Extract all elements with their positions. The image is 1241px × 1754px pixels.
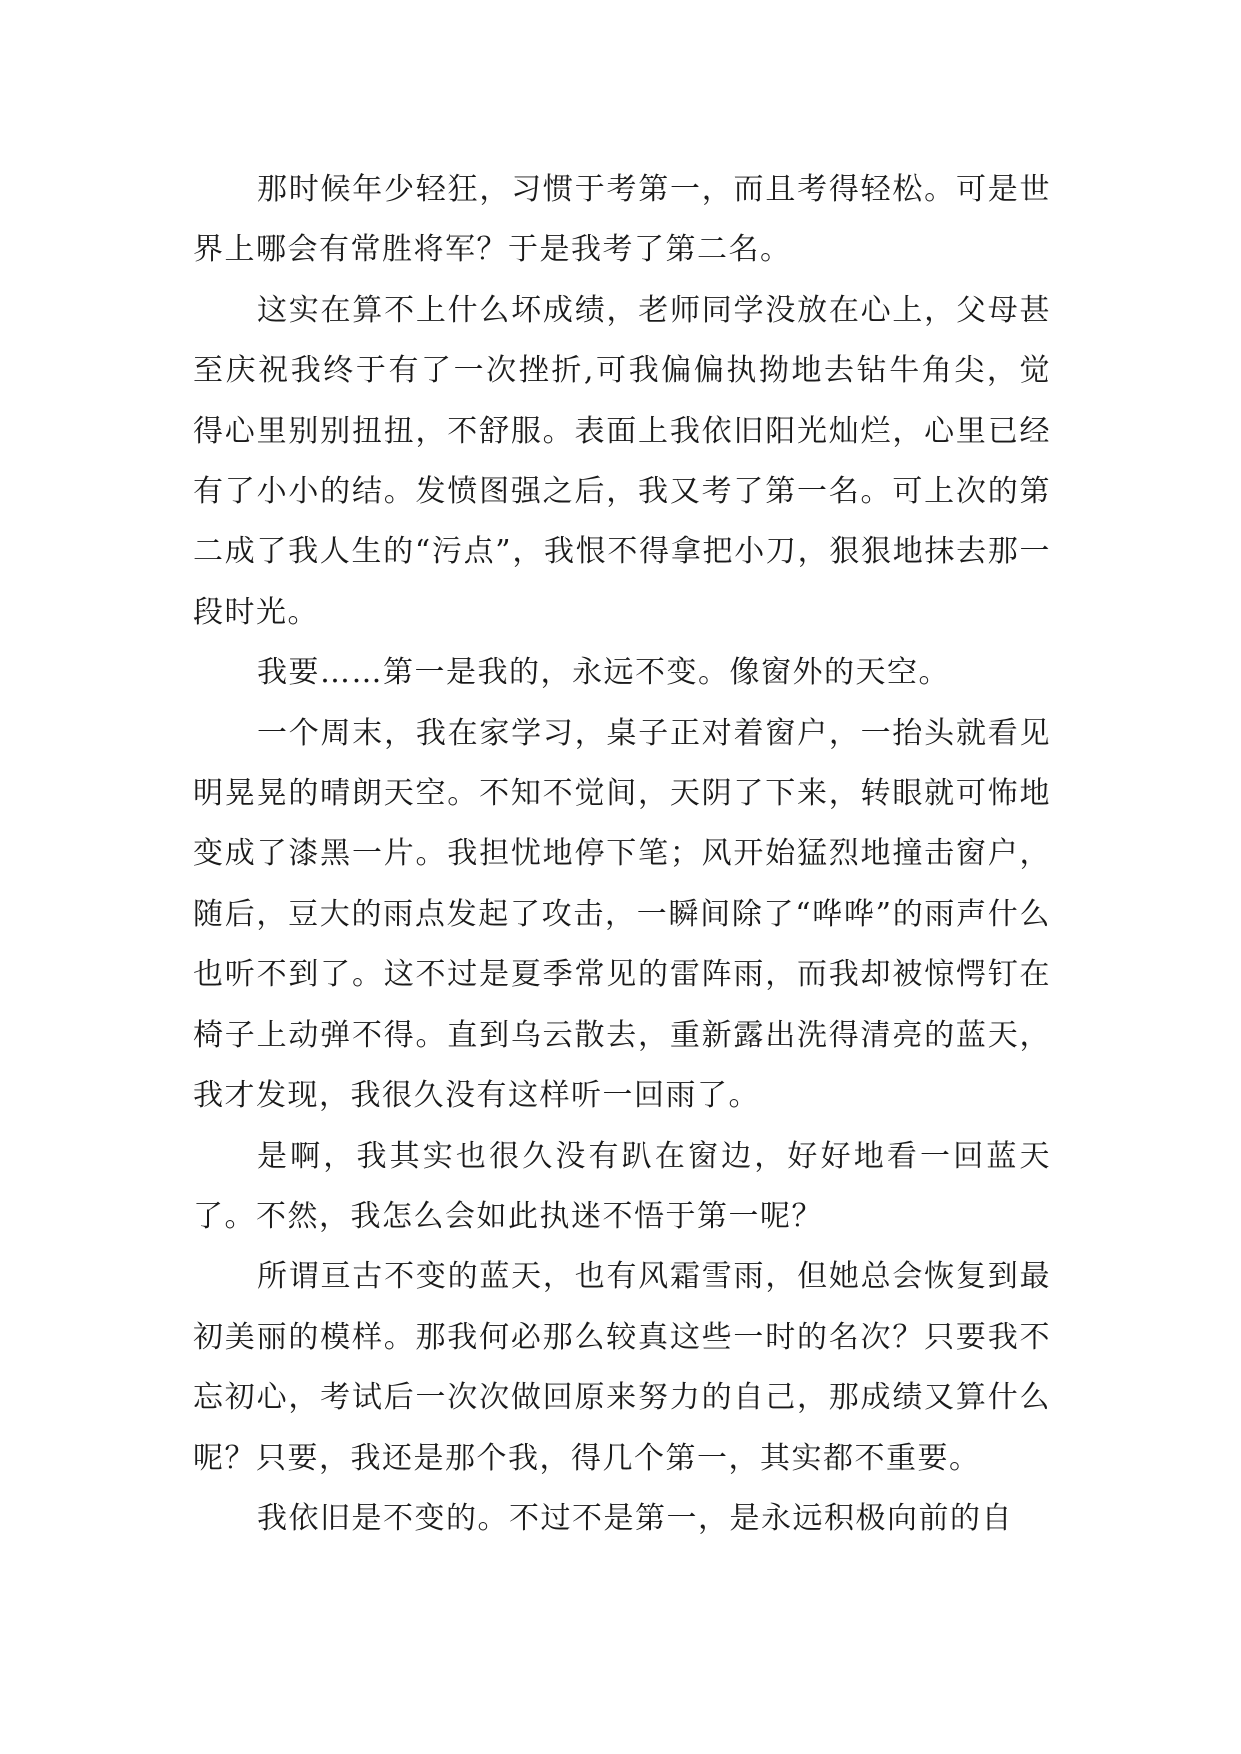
- paragraph-2: 这实在算不上什么坏成绩，老师同学没放在心上，父母甚至庆祝我终于有了一次挫折,可我偏偏执拗地去钻牛角尖，觉得心里别别扭扭，不舒服。表面上我依旧阳光灿烂，心里已经有了小小的结。发愤图强之后，我又考了第一名。可上次的第二成了我人生的“污点”，我恨不得拿把小刀，狠狠地抹去那一段时光。: [193, 292, 1051, 630]
- paragraph-4: 一个周末，我在家学习，桌子正对着窗户，一抬头就看见明晃晃的晴朗天空。不知不觉间，天阴了下来，转眼就可怖地变成了漆黑一片。我担忧地停下笔；风开始猛烈地撞击窗户，随后，豆大的雨点发起了攻击，一瞬间除了“哗哗”的雨声什么也听不到了。这不过是夏季常见的雷阵雨，而我却被惊愕钉在椅子上动弹不得。直到乌云散去，重新露出洗得清亮的蓝天，我才发现，我很久没有这样听一回雨了。: [193, 715, 1051, 1114]
- paragraph-3: 我要……第一是我的，永远不变。像窗外的天空。: [257, 655, 950, 691]
- paragraph-6: 所谓亘古不变的蓝天，也有风霜雪雨，但她总会恢复到最初美丽的模样。那我何必那么较真这些一时的名次？只要我不忘初心，考试后一次次做回原来努力的自己，那成绩又算什么呢？只要，我还是那个我，得几个第一，其实都不重要。: [193, 1259, 1051, 1476]
- paragraph-1: 那时候年少轻狂，习惯于考第一，而且考得轻松。可是世界上哪会有常胜将军？于是我考了第二名。: [193, 172, 1051, 268]
- document-body: [193, 160, 1051, 1549]
- paragraph-7: 我依旧是不变的。不过不是第一，是永远积极向前的自: [257, 1500, 1013, 1536]
- paragraph-5: 是啊，我其实也很久没有趴在窗边，好好地看一回蓝天了。不然，我怎么会如此执迷不悟于第一呢？: [193, 1138, 1051, 1234]
